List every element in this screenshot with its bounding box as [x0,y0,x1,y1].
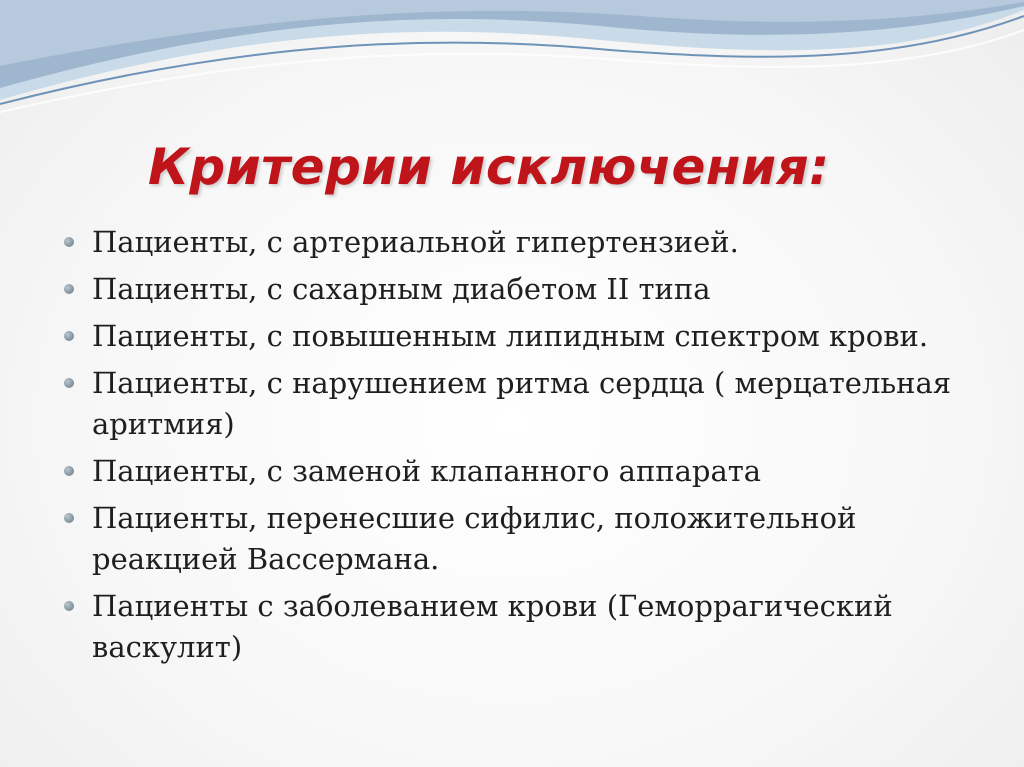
round-bullet-icon [64,284,74,294]
list-item [60,316,960,357]
list-item [60,363,960,445]
list-item-text: Пациенты, перенесшие сифилис, положительной реакцией Вассермана. [92,501,857,576]
list-item [60,222,960,263]
round-bullet-icon [64,237,74,247]
criteria-list [60,222,960,674]
list-item-text: Пациенты, с артериальной гипертензией. [92,225,739,259]
list-item-text: Пациенты, с сахарным диабетом II типа [92,272,711,306]
list-item [60,586,960,668]
round-bullet-icon [64,331,74,341]
list-item-text: Пациенты, с заменой клапанного аппарата [92,454,762,488]
round-bullet-icon [64,513,74,523]
list-item-text: Пациенты, с повышенным липидным спектром крови. [92,319,929,353]
round-bullet-icon [64,601,74,611]
list-item [60,451,960,492]
list-item-text: Пациенты с заболеванием крови (Геморрагический васкулит) [92,589,893,664]
round-bullet-icon [64,466,74,476]
header-wave-decoration [0,0,1024,140]
list-item-text: Пациенты, с нарушением ритма сердца ( мерцательная аритмия) [92,366,952,441]
list-item [60,269,960,310]
slide-title: Критерии исключения: [148,138,830,196]
list-item [60,498,960,580]
round-bullet-icon [64,378,74,388]
